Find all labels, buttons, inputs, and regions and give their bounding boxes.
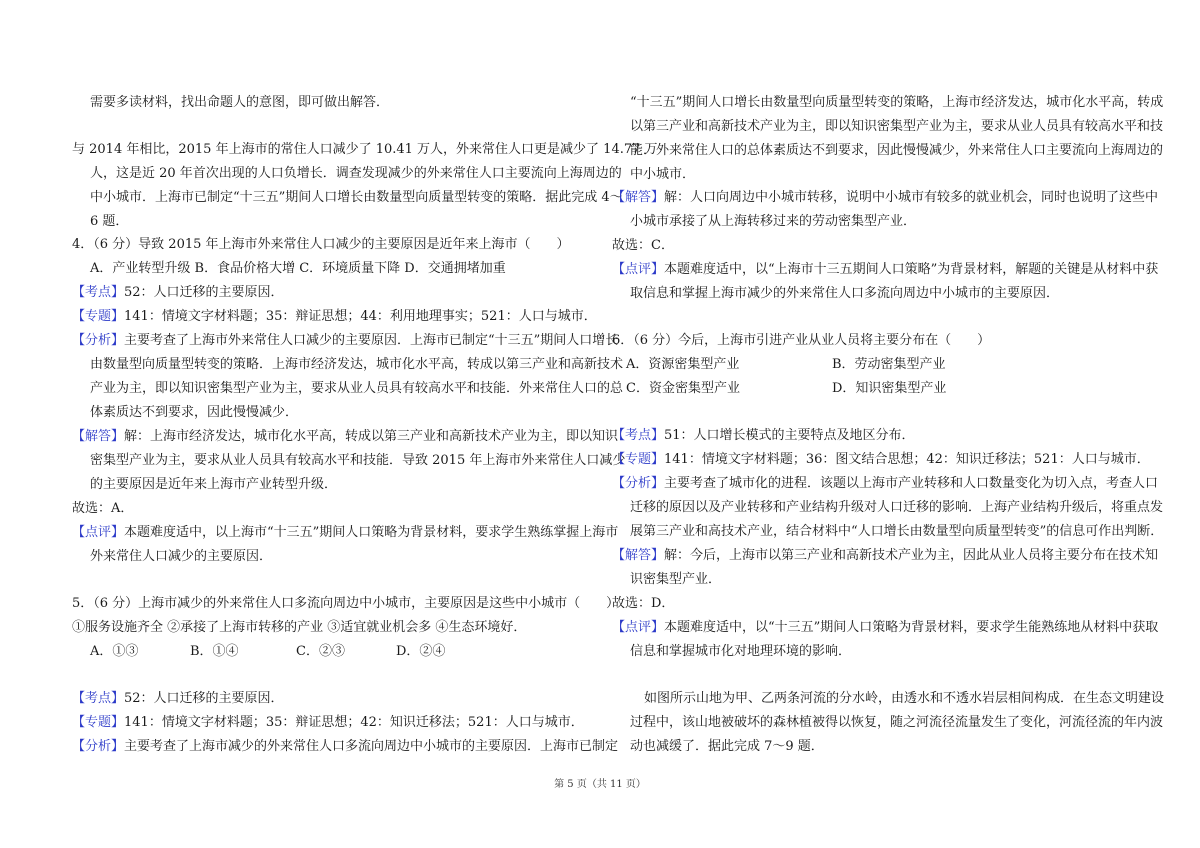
page-footer: 第 5 页（共 11 页） <box>554 779 646 790</box>
q5-fenxi-line: 以第三产业和高新技术产业为主，即以知识密集型产业为主，要求从业人员具有较高水平和技 <box>630 119 1164 134</box>
q5-stem: 5．（6 分）上海市减少的外来常住人口多流向周边中小城市，主要原因是这些中小城市（ ） <box>72 596 620 611</box>
q4-stem: 4．（6 分）导致 2015 年上海市外来常住人口减少的主要原因是近年来上海市（ ） <box>72 237 570 252</box>
q4-answer: 故选：A． <box>72 501 134 516</box>
q4-fenxi: 【分析】主要考查了上海市外来常住人口减少的主要原因．上海市已制定“十三五”期间人口增长 <box>72 333 619 348</box>
q4-options: A．产业转型升级 B．食品价格大增 C．环境质量下降 D．交通拥堵加重 <box>90 261 506 276</box>
q5-option-b: B．①④ <box>190 644 239 659</box>
q5-dianping: 【点评】本题难度适中，以“上海市十三五期间人口策略”为背景材料，解题的关键是从材料中获 <box>612 262 1159 277</box>
q5-fenxi-line: 中小城市． <box>630 167 696 182</box>
intro-tail: 需要多读材料，找出命题人的意图，即可做出解答． <box>90 95 390 110</box>
q6-fenxi-line: 展第三产业和高技术产业，结合材料中“人口增长由数量型向质量型转变”的信息可作出判断． <box>630 524 1164 539</box>
q5-fenxi-line: 能．外来常住人口的总体素质达不到要求，因此慢慢减少，外来常住人口主要流向上海周边的 <box>630 143 1164 158</box>
q4-zhuanti: 【专题】141：情境文字材料题；35：辩证思想；44：利用地理事实；521：人口与城市． <box>72 309 597 324</box>
q4-dianping: 【点评】本题难度适中，以上海市“十三五”期间人口策略为背景材料，要求学生熟练掌握上海市 <box>72 525 619 540</box>
q6-kaodian: 【考点】51：人口增长模式的主要特点及地区分布． <box>612 428 915 443</box>
q6-answer: 故选：D． <box>612 596 675 611</box>
q5-fenxi: 【分析】主要考查了上海市减少的外来常住人口多流向周边中小城市的主要原因．上海市已制定 <box>72 739 619 754</box>
kaodian-tag: 【考点】 <box>72 691 125 706</box>
q5-option-a: A．①③ <box>90 644 139 659</box>
zhuanti-tag: 【专题】 <box>612 452 665 467</box>
q6-option-c: C．资金密集型产业 <box>626 381 740 396</box>
jieda-tag: 【解答】 <box>612 190 665 205</box>
dianping-tag: 【点评】 <box>72 525 125 540</box>
q6-fenxi-line: 迁移的原因以及产业转移和产业结构升级对人口迁移的影响．上海产业结构升级后，将重点发 <box>630 500 1164 515</box>
q4-jieda: 【解答】解：上海市经济发达，城市化水平高，转成以第三产业和高新技术产业为主，即以知识 <box>72 429 619 444</box>
q4-jieda-line: 的主要原因是近年来上海市产业转型升级． <box>90 477 338 492</box>
q5-option-d: D．②④ <box>396 644 446 659</box>
q5-jieda: 【解答】解：人口向周边中小城市转移，说明中小城市有较多的就业机会，同时也说明了这些中 <box>612 190 1159 205</box>
fenxi-tag: 【分析】 <box>612 476 665 491</box>
q4-jieda-line: 密集型产业为主，要求从业人员具有较高水平和技能．导致 2015 年上海市外来常住人口减少 <box>90 453 626 468</box>
q5-fenxi-line: “十三五”期间人口增长由数量型向质量型转变的策略，上海市经济发达，城市化水平高，转成 <box>630 95 1164 110</box>
q4-fenxi-line: 由数量型向质量型转变的策略．上海市经济发达，城市化水平高，转成以第三产业和高新技术 <box>90 357 624 372</box>
passage-line: 人，这是近 20 年首次出现的人口负增长．调查发现减少的外来常住人口主要流向上海周边的 <box>90 166 622 181</box>
zhuanti-tag: 【专题】 <box>72 309 125 324</box>
passage2-line: 过程中，该山地被破坏的森林植被得以恢复，随之河流径流量发生了变化，河流径流的年内波 <box>630 715 1164 730</box>
q6-stem: 6．（6 分）今后，上海市引进产业从业人员将主要分布在（ ） <box>612 333 991 348</box>
q4-fenxi-line: 产业为主，即以知识密集型产业为主，要求从业人员具有较高水平和技能．外来常住人口的总 <box>90 381 624 396</box>
q5-kaodian: 【考点】52：人口迁移的主要原因． <box>72 691 284 706</box>
q6-dianping-line: 信息和掌握城市化对地理环境的影响． <box>630 644 852 659</box>
q4-dianping-line: 外来常住人口减少的主要原因． <box>90 549 273 564</box>
q6-option-b: B．劳动密集型产业 <box>832 357 946 372</box>
q6-zhuanti: 【专题】141：情境文字材料题；36：图文结合思想；42：知识迁移法；521：人口与城市． <box>612 452 1150 467</box>
q4-kaodian: 【考点】52：人口迁移的主要原因． <box>72 285 284 300</box>
q6-fenxi: 【分析】主要考查了城市化的进程．该题以上海市产业转移和人口数量变化为切入点，考查人口 <box>612 476 1159 491</box>
jieda-tag: 【解答】 <box>612 548 665 563</box>
fenxi-tag: 【分析】 <box>72 333 125 348</box>
q5-answer: 故选：C． <box>612 238 674 253</box>
zhuanti-tag: 【专题】 <box>72 715 125 730</box>
jieda-tag: 【解答】 <box>72 429 125 444</box>
fenxi-tag: 【分析】 <box>72 739 125 754</box>
passage-line: 6 题． <box>90 214 129 229</box>
q5-dianping-line: 取信息和掌握上海市减少的外来常住人口多流向周边中小城市的主要原因． <box>630 286 1060 301</box>
passage-line: 与 2014 年相比，2015 年上海市的常住人口减少了 10.41 万人，外来常住人口更是减少了 14.77 万 <box>72 142 658 157</box>
dianping-tag: 【点评】 <box>612 262 665 277</box>
q6-jieda-line: 识密集型产业． <box>630 572 722 587</box>
passage2-line: 动也减缓了．据此完成 7～9 题． <box>630 739 824 754</box>
q6-jieda: 【解答】解：今后，上海市以第三产业和高新技术产业为主，因此从业人员将主要分布在技术知 <box>612 548 1159 563</box>
q5-option-c: C．②③ <box>296 644 345 659</box>
q5-zhuanti: 【专题】141：情境文字材料题；35：辩证思想；42：知识迁移法；521：人口与城市． <box>72 715 584 730</box>
q5-jieda-line: 小城市承接了从上海转移过来的劳动密集型产业． <box>630 214 917 229</box>
kaodian-tag: 【考点】 <box>72 285 125 300</box>
q6-option-a: A．资源密集型产业 <box>626 357 740 372</box>
passage2-line: 如图所示山地为甲、乙两条河流的分水岭，由透水和不透水岩层相间构成．在生态文明建设 <box>644 691 1165 706</box>
passage-line: 中小城市．上海市已制定“十三五”期间人口增长由数量型向质量型转变的策略．据此完成 4～ <box>90 190 623 205</box>
q6-dianping: 【点评】本题难度适中，以“十三五”期间人口策略为背景材料，要求学生能熟练地从材料中获取 <box>612 620 1159 635</box>
q4-fenxi-line: 体素质达不到要求，因此慢慢减少． <box>90 405 299 420</box>
dianping-tag: 【点评】 <box>612 620 665 635</box>
q5-items: ①服务设施齐全 ②承接了上海市转移的产业 ③适宜就业机会多 ④生态环境好． <box>72 620 527 635</box>
kaodian-tag: 【考点】 <box>612 428 665 443</box>
q6-option-d: D．知识密集型产业 <box>832 381 947 396</box>
